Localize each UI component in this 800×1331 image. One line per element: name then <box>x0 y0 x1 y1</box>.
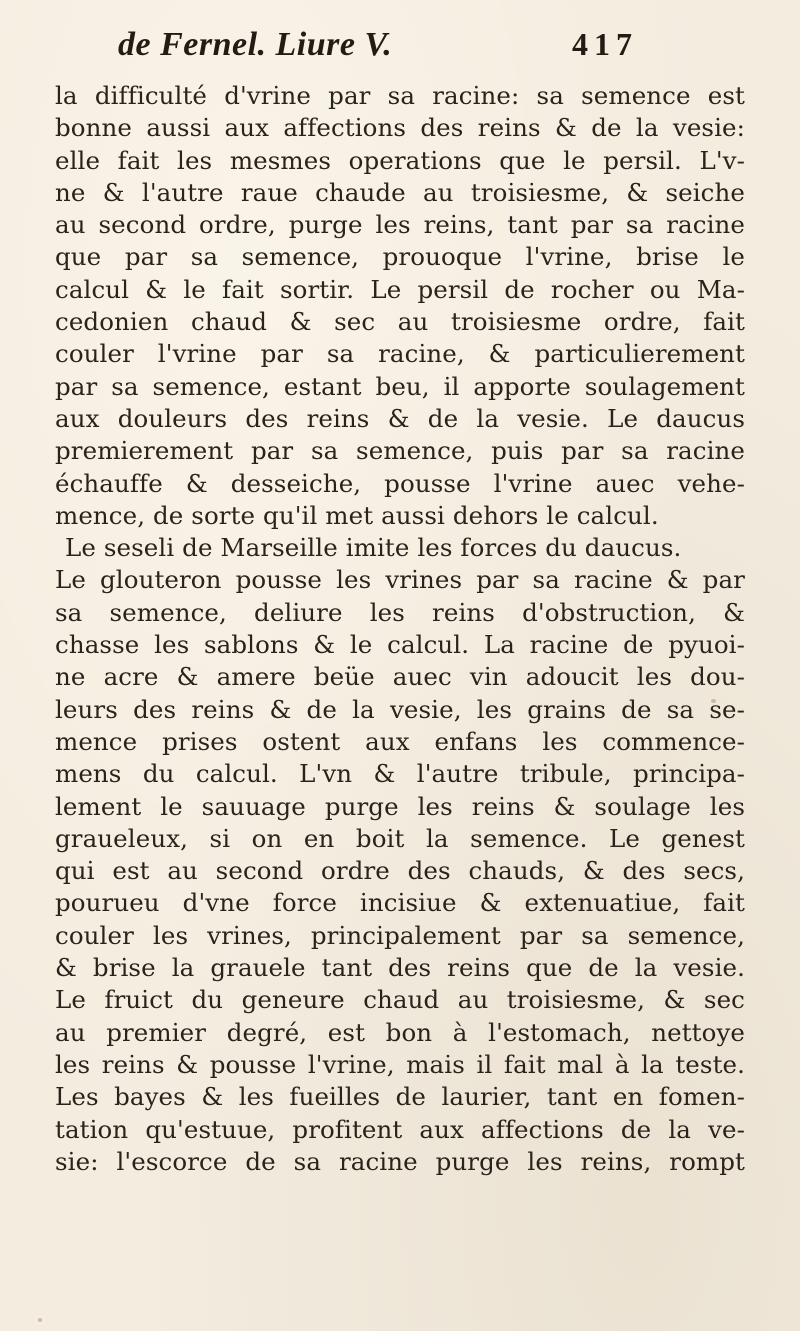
text-line: graueleux, si on en boit la semence. Le genest <box>55 823 745 853</box>
paper-speck <box>38 1318 42 1322</box>
text-line: ne & l'autre raue chaude au troisiesme, & seiche <box>55 177 745 207</box>
text-line: mens du calcul. L'vn & l'autre tribule, principa- <box>55 759 745 789</box>
text-line: au second ordre, purge les reins, tant par sa racine <box>55 210 745 240</box>
text-line: couler l'vrine par sa racine, & particulierement <box>55 339 745 369</box>
text-line: Les bayes & les fueilles de laurier, tant en fomen- <box>55 1082 745 1112</box>
text-line: & brise la grauele tant des reins que de la vesie. <box>55 953 745 983</box>
text-line: premierement par sa semence, puis par sa racine <box>55 436 745 466</box>
text-line: que par sa semence, prouoque l'vrine, brise le <box>55 242 745 272</box>
text-line: bonne aussi aux affections des reins & de la vesie: <box>55 113 745 143</box>
text-line: Le fruict du geneure chaud au troisiesme, & sec <box>55 985 745 1015</box>
text-line: elle fait les mesmes operations que le persil. L'v- <box>55 145 745 175</box>
paper-speck <box>711 699 716 703</box>
text-line: la difficulté d'vrine par sa racine: sa semence est <box>55 81 745 110</box>
text-line: qui est au second ordre des chauds, & des secs, <box>55 856 745 886</box>
text-line: Le glouteron pousse les vrines par sa racine & par <box>55 565 745 595</box>
text-line: sie: l'escorce de sa racine purge les reins, rompt <box>55 1146 745 1176</box>
page-number: 417 <box>572 26 638 62</box>
text-line: échauffe & desseiche, pousse l'vrine auec vehe- <box>55 468 745 498</box>
running-title: de Fernel. Liure V. <box>118 26 393 63</box>
text-line: au premier degré, est bon à l'estomach, nettoye <box>55 1017 745 1047</box>
text-line: par sa semence, estant beu, il apporte soulagement <box>55 371 745 401</box>
text-line: aux douleurs des reins & de la vesie. Le daucus <box>55 403 745 433</box>
text-line: Le seseli de Marseille imite les forces du daucus. <box>65 533 682 563</box>
text-line: pourueu d'vne force incisiue & extenuatiue, fait <box>55 888 745 918</box>
text-line: calcul & le fait sortir. Le persil de rocher ou Ma- <box>55 274 745 304</box>
text-line: mence prises ostent aux enfans les commence- <box>55 726 745 756</box>
text-line: couler les vrines, principalement par sa semence, <box>55 920 745 950</box>
running-header <box>118 26 638 78</box>
text-line: tation qu'estuue, profitent aux affections de la ve- <box>55 1114 745 1144</box>
text-line: les reins & pousse l'vrine, mais il fait mal à la teste. <box>55 1049 745 1079</box>
text-line: lement le sauuage purge les reins & soulage les <box>55 791 745 821</box>
text-line: ne acre & amere beüe auec vin adoucit les dou- <box>55 662 745 692</box>
text-line: mence, de sorte qu'il met aussi dehors le calcul. <box>55 500 659 530</box>
text-line: sa semence, deliure les reins d'obstruction, & <box>55 597 745 627</box>
body-text <box>55 80 745 1178</box>
text-line: leurs des reins & de la vesie, les grains de sa se- <box>55 694 745 724</box>
text-line: chasse les sablons & le calcul. La racine de pyuoi- <box>55 630 745 660</box>
text-line: cedonien chaud & sec au troisiesme ordre, fait <box>55 307 745 337</box>
